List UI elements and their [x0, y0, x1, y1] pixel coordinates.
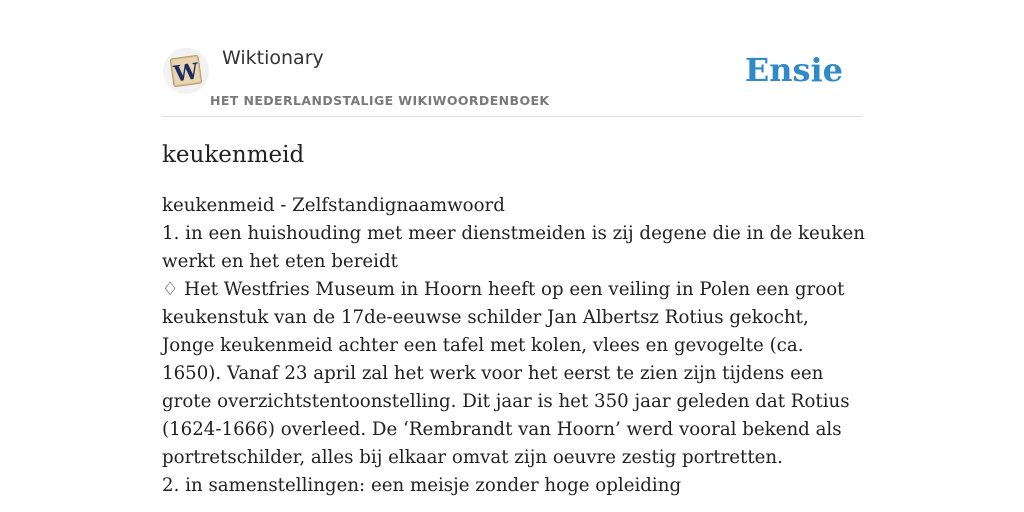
brand-logo[interactable]: Ensie — [744, 51, 843, 89]
entry-content — [162, 192, 866, 500]
site-name[interactable]: Wiktionary — [222, 47, 324, 69]
example-1: ♢ Het Westfries Museum in Hoorn heeft op een veiling in Polen een groot keukenstuk van de 17de-eeuwse schilder Jan Albertsz Rotius gekocht, Jonge keukenmeid achter een tafel met kolen, vlees en gevogelte (ca. 1650). Vanaf 23 april zal het werk voor het eerst te zien zijn tijdens een grote overzichtstentoonstelling. Dit jaar is het 350 jaar geleden dat Rotius (1624-1666) overleed. De ‘Rembrandt van Hoorn’ werd vooral bekend als portretschilder, alles bij elkaar omvat zijn oeuvre zestig portretten. — [162, 279, 850, 468]
site-tagline: HET NEDERLANDSTALIGE WIKIWOORDENBOEK — [210, 93, 550, 108]
logo-letter: W — [172, 58, 201, 88]
entry-title: keukenmeid — [162, 142, 305, 168]
definition-2: 2. in samenstellingen: een meisje zonder hoge opleiding — [162, 475, 682, 496]
site-header — [162, 40, 862, 117]
wiktionary-logo-icon[interactable] — [162, 47, 210, 95]
word-class: keukenmeid - Zelfstandignaamwoord — [162, 195, 505, 216]
definition-1: 1. in een huishouding met meer dienstmeiden is zij degene die in de keuken werkt en het eten bereidt — [162, 223, 865, 272]
